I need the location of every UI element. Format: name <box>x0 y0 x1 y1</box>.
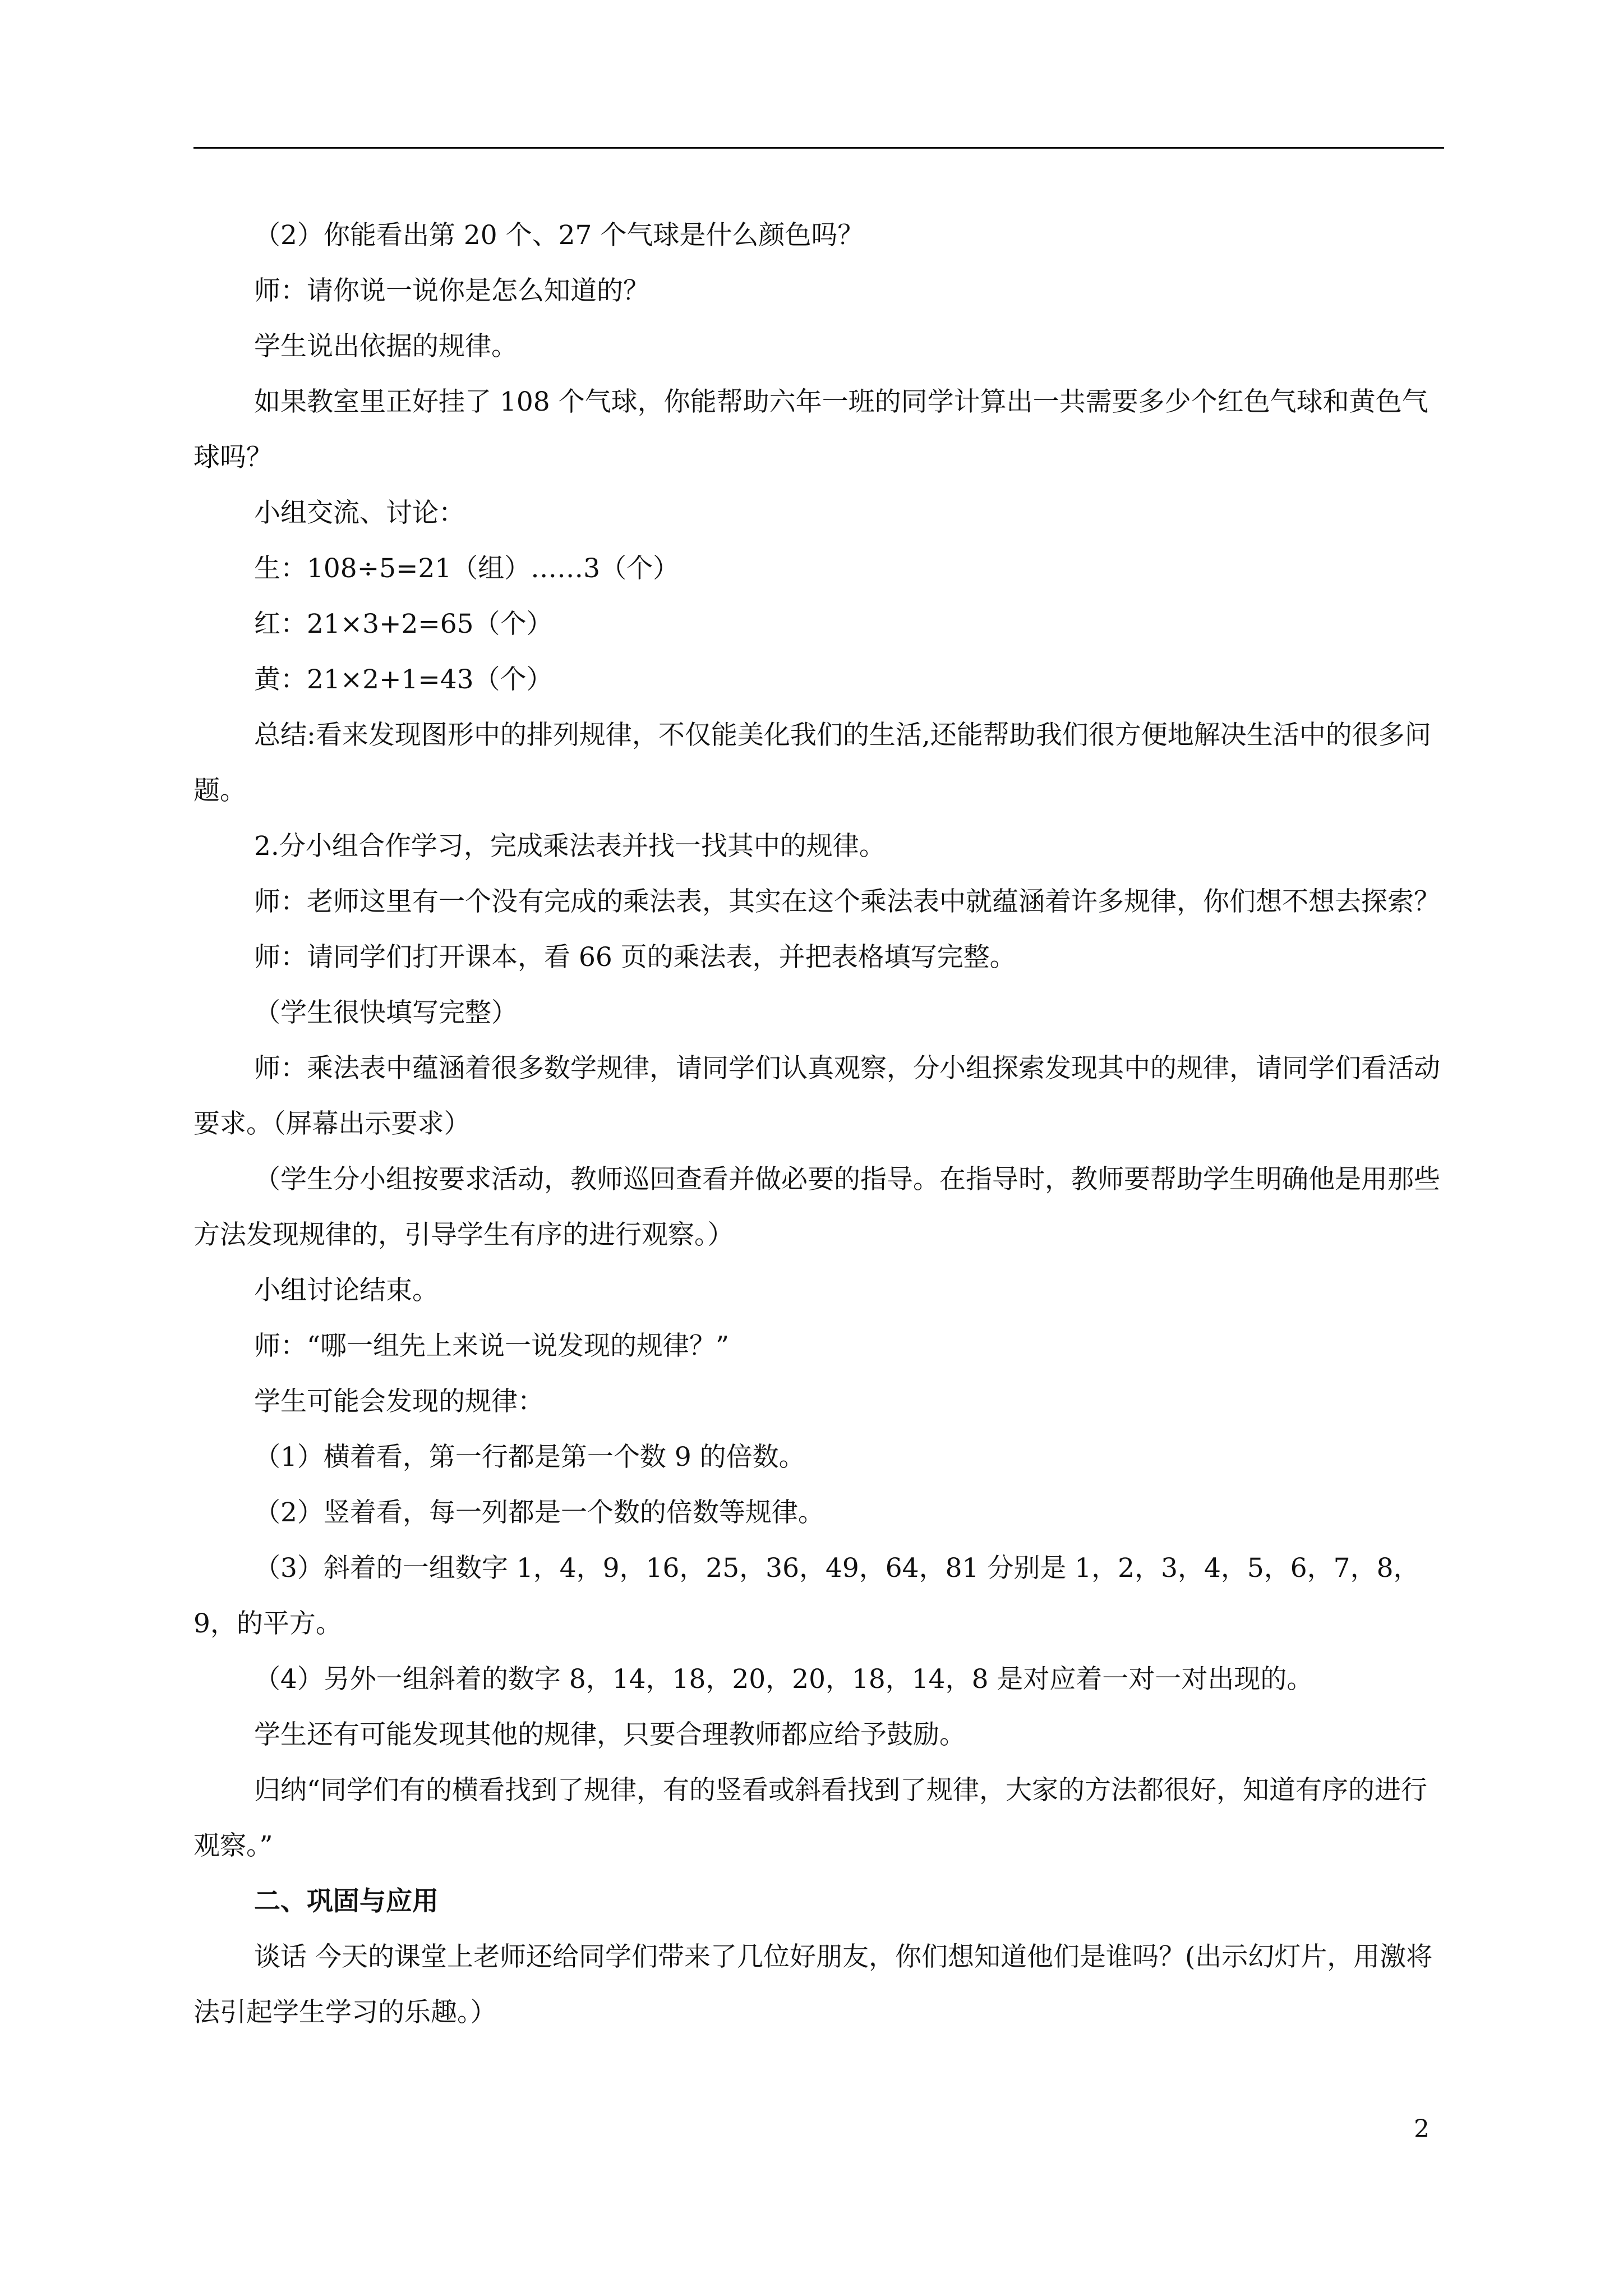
paragraph-talk: 谈话 今天的课堂上老师还给同学们带来了几位好朋友，你们想知道他们是谁吗？(出示幻灯片，用激将法引起学生学习的乐趣。） <box>193 1941 1433 2028</box>
header-rule <box>193 147 1444 149</box>
paragraph-red-count: 红：21×3+2=65（个） <box>254 609 553 639</box>
paragraph-rule-4: （4）另外一组斜着的数字 8，14，18，20，20，18，14，8 是对应着一对一对出现的。 <box>254 1664 1313 1695</box>
paragraph-rule-2: （2）竖着看，每一列都是一个数的倍数等规律。 <box>254 1497 824 1528</box>
paragraph-rule-3: （3）斜着的一组数字 1，4，9，16，25，36，49，64，81 分别是 1，2，3，4，5，6，7，8，9，的平方。 <box>193 1553 1420 1639</box>
paragraph-open-textbook: 师：请同学们打开课本，看 66 页的乘法表，并把表格填写完整。 <box>254 942 1016 973</box>
paragraph-other-rules: 学生还有可能发现其他的规律，只要合理教师都应给予鼓励。 <box>254 1719 966 1750</box>
paragraph-possible-rules: 学生可能会发现的规律： <box>254 1386 544 1417</box>
paragraph-teacher-ask-how: 师：请你说一说你是怎么知道的？ <box>254 275 649 306</box>
paragraph-which-group: 师：“哪一组先上来说一说发现的规律？” <box>254 1331 730 1361</box>
paragraph-students-fill: （学生很快填写完整） <box>254 997 518 1028</box>
paragraph-student-rule: 学生说出依据的规律。 <box>254 331 518 362</box>
paragraph-108-balloons: 如果教室里正好挂了 108 个气球，你能帮助六年一班的同学计算出一共需要多少个红色气球和黄色气球吗？ <box>193 386 1428 473</box>
paragraph-discussion-end: 小组讨论结束。 <box>254 1275 439 1306</box>
paragraph-teacher-table: 师：老师这里有一个没有完成的乘法表，其实在这个乘法表中就蕴涵着许多规律，你们想不想去探索？ <box>254 886 1440 917</box>
section-heading-consolidation: 二、巩固与应用 <box>254 1886 439 1917</box>
paragraph-conclusion: 归纳“同学们有的横看找到了规律，有的竖看或斜看找到了规律，大家的方法都很好，知道有序的进行观察。” <box>193 1775 1428 1861</box>
paragraph-rule-1: （1）横着看，第一行都是第一个数 9 的倍数。 <box>254 1442 805 1473</box>
paragraph-summary: 总结:看来发现图形中的排列规律，不仅能美化我们的生活,还能帮助我们很方便地解决生活中的很多问题。 <box>193 720 1431 806</box>
paragraph-group-discussion: 小组交流、讨论： <box>254 498 465 528</box>
paragraph-teacher-observe: 师：乘法表中蕴涵着很多数学规律，请同学们认真观察，分小组探索发现其中的规律，请同学们看活动要求。（屏幕出示要求） <box>193 1053 1440 1139</box>
paragraph-group-study: 2.分小组合作学习，完成乘法表并找一找其中的规律。 <box>254 831 886 862</box>
page-number: 2 <box>1414 2115 1430 2143</box>
paragraph-q2-balloon-color: （2）你能看出第 20 个、27 个气球是什么颜色吗？ <box>254 220 864 251</box>
paragraph-group-activity: （学生分小组按要求活动，教师巡回查看并做必要的指导。在指导时，教师要帮助学生明确他是用那些方法发现规律的，引导学生有序的进行观察。） <box>193 1164 1440 1250</box>
paragraph-division: 生：108÷5=21（组）……3（个） <box>254 553 680 584</box>
paragraph-yellow-count: 黄：21×2+1=43（个） <box>254 664 553 695</box>
body-text <box>193 208 1441 2040</box>
